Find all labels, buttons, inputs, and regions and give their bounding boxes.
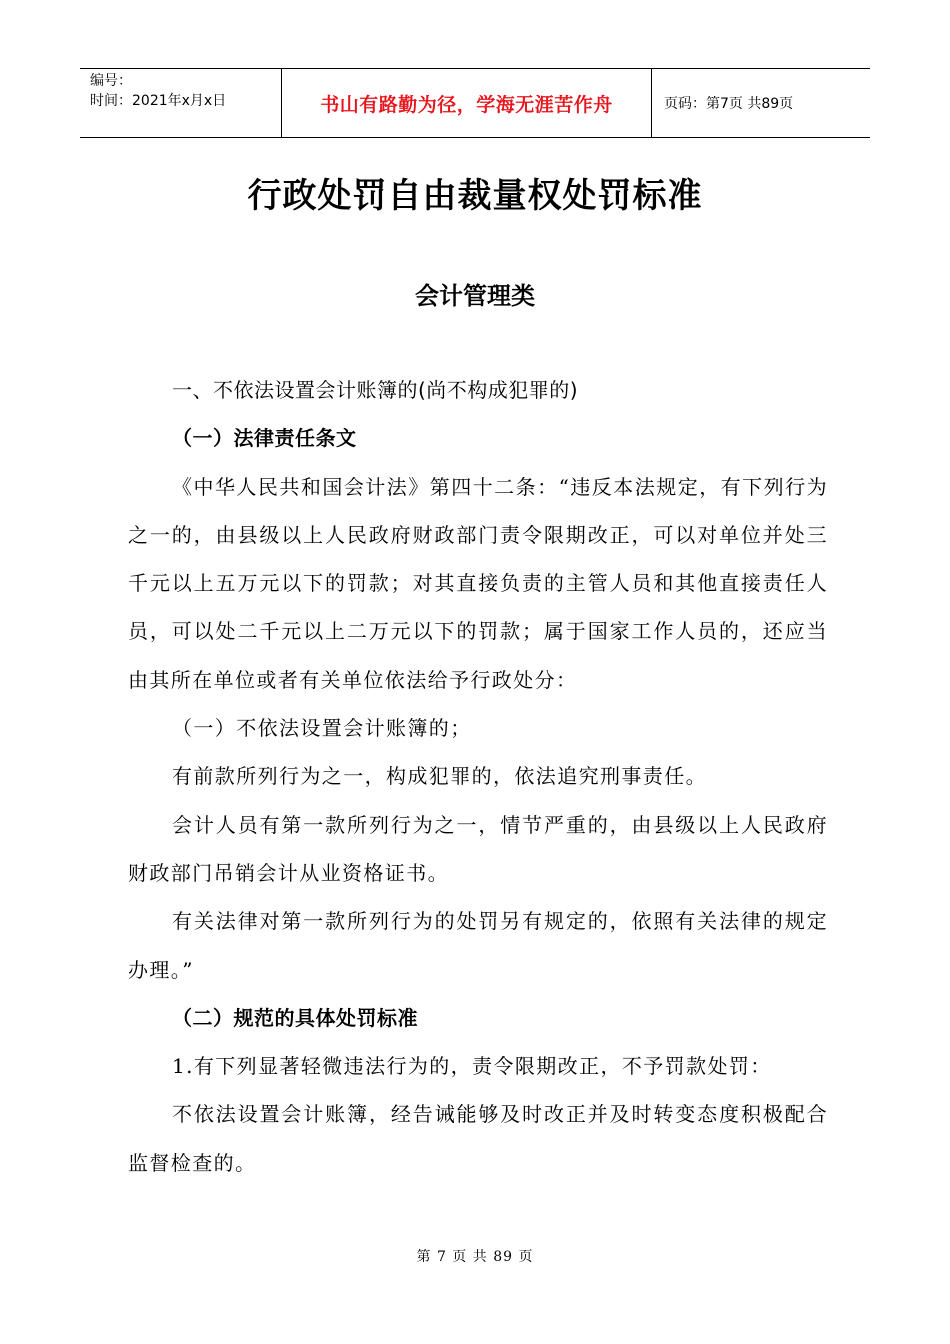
paragraph-article-42: 《中华人民共和国会计法》第四十二条：“违反本法规定，有下列行为之一的，由县级以上人民政府财政部门责令限期改正，可以对单位并处三千元以上五万元以下的罚款；对其直接负责的主管人员和其他直接责任人员，可以处二千元以上二万元以下的罚款；属于国家工作人员的，还应当由其所在单位或者有关单位依法给予行政处分： [128, 474, 828, 692]
header-page-info: 页码：第7页 共89页 [664, 96, 794, 112]
paragraph-other-laws: 有关法律对第一款所列行为的处罚另有规定的，依照有关法律的规定办理。” [128, 909, 828, 982]
header-meta-cell [80, 69, 282, 137]
header-motto: 书山有路勤为径，学海无涯苦作舟 [320, 93, 613, 116]
subsection-heading-penalty-standards: （二）规范的具体处罚标准 [172, 1005, 418, 1030]
paragraph-minor-violations: 1.有下列显著轻微违法行为的，责令限期改正，不予罚款处罚： [172, 1054, 772, 1079]
paragraph-criminal-liability: 有前款所列行为之一，构成犯罪的，依法追究刑事责任。 [172, 764, 707, 789]
paragraph-certificate-revocation: 会计人员有第一款所列行为之一，情节严重的，由县级以上人民政府财政部门吊销会计从业资格证书。 [128, 812, 828, 885]
document-body [128, 366, 828, 1187]
document-header [80, 68, 870, 138]
document-title: 行政处罚自由裁量权处罚标准 [247, 176, 703, 216]
document-subtitle: 会计管理类 [415, 282, 535, 310]
paragraph-item-1: （一）不依法设置会计账簿的； [172, 716, 472, 741]
header-date-label: 时间：2021年x月x日 [90, 93, 227, 109]
header-motto-cell [282, 69, 652, 137]
page-footer: 第 7 页 共 89 页 [416, 1249, 534, 1265]
subsection-heading-legal-provisions: （一）法律责任条文 [172, 426, 357, 451]
paragraph-minor-violation-detail: 不依法设置会计账簿，经告诫能够及时改正并及时转变态度积极配合监督检查的。 [128, 1102, 828, 1175]
header-number-label: 编号： [90, 73, 132, 89]
section-heading: 一、不依法设置会计账簿的(尚不构成犯罪的) [172, 378, 579, 402]
header-page-cell [652, 69, 870, 137]
